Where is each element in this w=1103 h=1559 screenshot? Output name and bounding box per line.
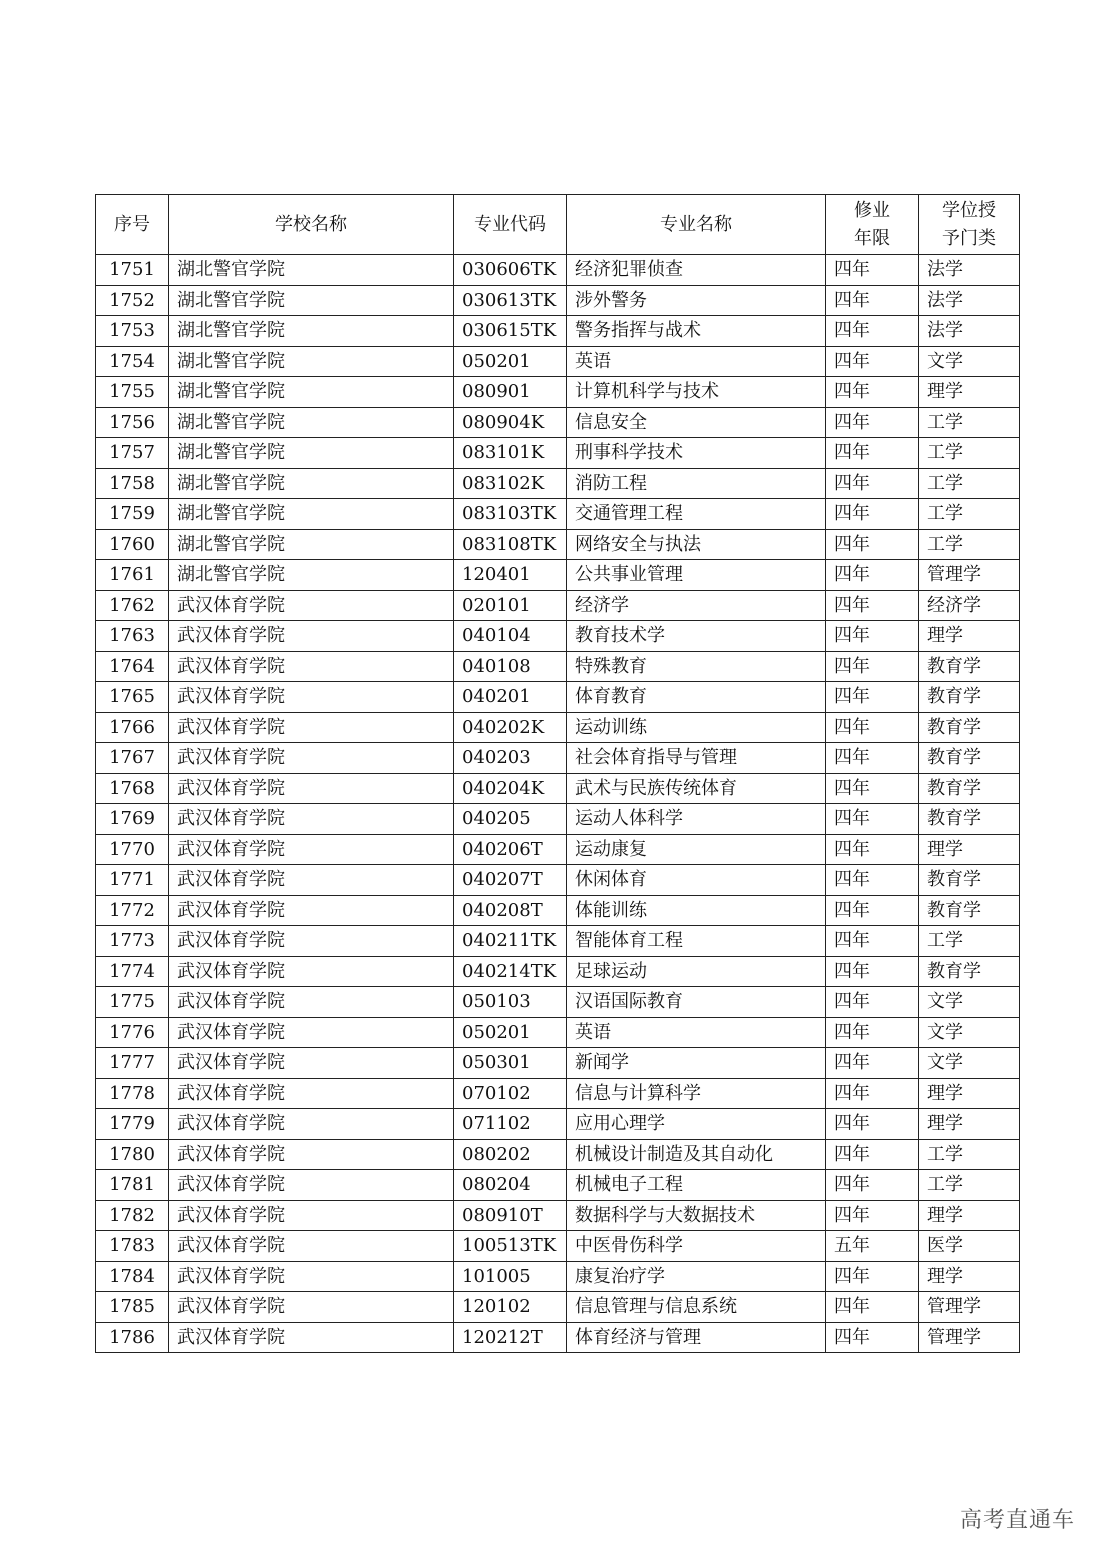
cell-school: 武汉体育学院 [169, 1261, 454, 1292]
cell-degree: 法学 [919, 316, 1020, 347]
cell-seq: 1767 [96, 743, 169, 774]
cell-degree: 文学 [919, 987, 1020, 1018]
header-row [96, 195, 1020, 255]
cell-seq: 1764 [96, 651, 169, 682]
cell-major: 经济学 [567, 590, 826, 621]
cell-school: 武汉体育学院 [169, 956, 454, 987]
cell-degree: 教育学 [919, 865, 1020, 896]
cell-years: 四年 [826, 712, 919, 743]
cell-seq: 1759 [96, 499, 169, 530]
cell-seq: 1768 [96, 773, 169, 804]
cell-major: 运动人体科学 [567, 804, 826, 835]
cell-code: 040203 [454, 743, 567, 774]
cell-degree: 理学 [919, 1261, 1020, 1292]
cell-major: 警务指挥与战术 [567, 316, 826, 347]
header-years [826, 195, 919, 255]
cell-years: 四年 [826, 1109, 919, 1140]
cell-degree: 法学 [919, 285, 1020, 316]
cell-school: 武汉体育学院 [169, 1170, 454, 1201]
cell-degree: 工学 [919, 499, 1020, 530]
table-row [96, 1261, 1020, 1292]
cell-code: 030615TK [454, 316, 567, 347]
header-seq: 序号 [96, 195, 169, 255]
cell-code: 120102 [454, 1292, 567, 1323]
cell-seq: 1777 [96, 1048, 169, 1079]
cell-seq: 1762 [96, 590, 169, 621]
cell-degree: 工学 [919, 1170, 1020, 1201]
cell-years: 四年 [826, 590, 919, 621]
cell-major: 数据科学与大数据技术 [567, 1200, 826, 1231]
cell-major: 中医骨伤科学 [567, 1231, 826, 1262]
cell-seq: 1769 [96, 804, 169, 835]
cell-code: 080901 [454, 377, 567, 408]
cell-code: 071102 [454, 1109, 567, 1140]
cell-major: 计算机科学与技术 [567, 377, 826, 408]
cell-seq: 1771 [96, 865, 169, 896]
table-row [96, 1292, 1020, 1323]
table-row [96, 1139, 1020, 1170]
table-row [96, 682, 1020, 713]
cell-seq: 1760 [96, 529, 169, 560]
cell-major: 智能体育工程 [567, 926, 826, 957]
cell-code: 101005 [454, 1261, 567, 1292]
cell-degree: 文学 [919, 1017, 1020, 1048]
cell-code: 083103TK [454, 499, 567, 530]
cell-school: 武汉体育学院 [169, 1078, 454, 1109]
cell-seq: 1782 [96, 1200, 169, 1231]
table-row [96, 529, 1020, 560]
cell-school: 武汉体育学院 [169, 1231, 454, 1262]
cell-years: 四年 [826, 804, 919, 835]
cell-years: 四年 [826, 926, 919, 957]
cell-degree: 理学 [919, 377, 1020, 408]
cell-major: 信息与计算科学 [567, 1078, 826, 1109]
cell-code: 020101 [454, 590, 567, 621]
cell-years: 四年 [826, 773, 919, 804]
cell-major: 休闲体育 [567, 865, 826, 896]
header-major: 专业名称 [567, 195, 826, 255]
cell-major: 康复治疗学 [567, 1261, 826, 1292]
cell-code: 040201 [454, 682, 567, 713]
cell-years: 四年 [826, 651, 919, 682]
cell-code: 050201 [454, 1017, 567, 1048]
cell-school: 湖北警官学院 [169, 499, 454, 530]
cell-major: 经济犯罪侦查 [567, 255, 826, 286]
cell-years: 四年 [826, 468, 919, 499]
cell-degree: 管理学 [919, 1292, 1020, 1323]
cell-school: 湖北警官学院 [169, 285, 454, 316]
cell-seq: 1756 [96, 407, 169, 438]
cell-degree: 管理学 [919, 1322, 1020, 1353]
cell-degree: 教育学 [919, 682, 1020, 713]
cell-degree: 工学 [919, 438, 1020, 469]
cell-school: 湖北警官学院 [169, 316, 454, 347]
header-code: 专业代码 [454, 195, 567, 255]
cell-school: 湖北警官学院 [169, 255, 454, 286]
cell-seq: 1753 [96, 316, 169, 347]
cell-school: 湖北警官学院 [169, 438, 454, 469]
cell-major: 武术与民族传统体育 [567, 773, 826, 804]
table-row [96, 926, 1020, 957]
cell-degree: 经济学 [919, 590, 1020, 621]
cell-school: 武汉体育学院 [169, 1017, 454, 1048]
cell-seq: 1781 [96, 1170, 169, 1201]
header-degree-line1: 学位授 [942, 199, 996, 221]
cell-major: 教育技术学 [567, 621, 826, 652]
cell-degree: 理学 [919, 1078, 1020, 1109]
cell-code: 040211TK [454, 926, 567, 957]
table-row [96, 255, 1020, 286]
table-row [96, 1048, 1020, 1079]
cell-school: 武汉体育学院 [169, 590, 454, 621]
cell-code: 040204K [454, 773, 567, 804]
cell-years: 四年 [826, 682, 919, 713]
cell-years: 四年 [826, 346, 919, 377]
table-row [96, 1078, 1020, 1109]
cell-degree: 工学 [919, 468, 1020, 499]
cell-seq: 1778 [96, 1078, 169, 1109]
cell-degree: 工学 [919, 407, 1020, 438]
table-row [96, 1170, 1020, 1201]
cell-code: 030613TK [454, 285, 567, 316]
cell-major: 涉外警务 [567, 285, 826, 316]
table-row [96, 377, 1020, 408]
cell-school: 湖北警官学院 [169, 346, 454, 377]
cell-code: 040208T [454, 895, 567, 926]
cell-degree: 教育学 [919, 804, 1020, 835]
cell-years: 四年 [826, 560, 919, 591]
cell-major: 机械电子工程 [567, 1170, 826, 1201]
table-row [96, 560, 1020, 591]
cell-school: 武汉体育学院 [169, 621, 454, 652]
cell-code: 050103 [454, 987, 567, 1018]
cell-school: 武汉体育学院 [169, 987, 454, 1018]
cell-school: 武汉体育学院 [169, 1048, 454, 1079]
cell-years: 四年 [826, 1139, 919, 1170]
table-row [96, 407, 1020, 438]
table-row [96, 956, 1020, 987]
cell-degree: 理学 [919, 621, 1020, 652]
table-row [96, 1017, 1020, 1048]
cell-years: 五年 [826, 1231, 919, 1262]
cell-major: 消防工程 [567, 468, 826, 499]
cell-years: 四年 [826, 1261, 919, 1292]
table-row [96, 438, 1020, 469]
cell-seq: 1751 [96, 255, 169, 286]
cell-code: 080202 [454, 1139, 567, 1170]
table-row [96, 712, 1020, 743]
cell-major: 公共事业管理 [567, 560, 826, 591]
cell-seq: 1774 [96, 956, 169, 987]
table-header [96, 195, 1020, 255]
cell-seq: 1757 [96, 438, 169, 469]
cell-years: 四年 [826, 865, 919, 896]
cell-code: 080910T [454, 1200, 567, 1231]
cell-degree: 法学 [919, 255, 1020, 286]
cell-seq: 1761 [96, 560, 169, 591]
cell-code: 040205 [454, 804, 567, 835]
table-row [96, 773, 1020, 804]
cell-major: 信息安全 [567, 407, 826, 438]
cell-years: 四年 [826, 1292, 919, 1323]
cell-major: 特殊教育 [567, 651, 826, 682]
cell-seq: 1770 [96, 834, 169, 865]
cell-school: 湖北警官学院 [169, 529, 454, 560]
cell-code: 070102 [454, 1078, 567, 1109]
cell-major: 运动康复 [567, 834, 826, 865]
cell-code: 100513TK [454, 1231, 567, 1262]
cell-degree: 文学 [919, 1048, 1020, 1079]
cell-years: 四年 [826, 377, 919, 408]
cell-degree: 理学 [919, 1109, 1020, 1140]
cell-school: 湖北警官学院 [169, 560, 454, 591]
cell-school: 武汉体育学院 [169, 1292, 454, 1323]
header-years-line2: 年限 [854, 227, 890, 249]
table-row [96, 834, 1020, 865]
cell-years: 四年 [826, 895, 919, 926]
table-row [96, 285, 1020, 316]
cell-seq: 1773 [96, 926, 169, 957]
cell-code: 083108TK [454, 529, 567, 560]
cell-school: 武汉体育学院 [169, 804, 454, 835]
cell-school: 武汉体育学院 [169, 895, 454, 926]
cell-major: 英语 [567, 346, 826, 377]
cell-degree: 教育学 [919, 743, 1020, 774]
cell-degree: 教育学 [919, 651, 1020, 682]
cell-school: 武汉体育学院 [169, 682, 454, 713]
cell-code: 040108 [454, 651, 567, 682]
cell-years: 四年 [826, 834, 919, 865]
cell-code: 040207T [454, 865, 567, 896]
cell-seq: 1765 [96, 682, 169, 713]
cell-major: 汉语国际教育 [567, 987, 826, 1018]
table-row [96, 865, 1020, 896]
cell-years: 四年 [826, 1170, 919, 1201]
majors-table [95, 194, 1020, 1353]
cell-years: 四年 [826, 1322, 919, 1353]
cell-years: 四年 [826, 285, 919, 316]
cell-school: 武汉体育学院 [169, 773, 454, 804]
cell-years: 四年 [826, 743, 919, 774]
cell-years: 四年 [826, 529, 919, 560]
cell-degree: 文学 [919, 346, 1020, 377]
cell-seq: 1766 [96, 712, 169, 743]
cell-seq: 1776 [96, 1017, 169, 1048]
header-years-line1: 修业 [854, 199, 890, 221]
cell-major: 社会体育指导与管理 [567, 743, 826, 774]
cell-degree: 工学 [919, 529, 1020, 560]
cell-code: 080904K [454, 407, 567, 438]
cell-school: 武汉体育学院 [169, 865, 454, 896]
cell-code: 080204 [454, 1170, 567, 1201]
cell-school: 武汉体育学院 [169, 1139, 454, 1170]
cell-seq: 1780 [96, 1139, 169, 1170]
cell-school: 湖北警官学院 [169, 377, 454, 408]
cell-school: 湖北警官学院 [169, 468, 454, 499]
table-row [96, 1200, 1020, 1231]
cell-years: 四年 [826, 956, 919, 987]
cell-seq: 1783 [96, 1231, 169, 1262]
table-row [96, 621, 1020, 652]
table-body [96, 255, 1020, 1353]
header-degree-line2: 予门类 [942, 227, 996, 249]
table-row [96, 1322, 1020, 1353]
header-degree [919, 195, 1020, 255]
table-row [96, 895, 1020, 926]
cell-school: 湖北警官学院 [169, 407, 454, 438]
cell-degree: 理学 [919, 1200, 1020, 1231]
cell-code: 040104 [454, 621, 567, 652]
cell-major: 体能训练 [567, 895, 826, 926]
cell-major: 网络安全与执法 [567, 529, 826, 560]
cell-years: 四年 [826, 316, 919, 347]
table-row [96, 499, 1020, 530]
cell-years: 四年 [826, 1017, 919, 1048]
cell-seq: 1785 [96, 1292, 169, 1323]
cell-seq: 1779 [96, 1109, 169, 1140]
cell-degree: 教育学 [919, 712, 1020, 743]
cell-years: 四年 [826, 1048, 919, 1079]
table-row [96, 987, 1020, 1018]
cell-seq: 1763 [96, 621, 169, 652]
cell-degree: 医学 [919, 1231, 1020, 1262]
cell-major: 体育教育 [567, 682, 826, 713]
cell-major: 应用心理学 [567, 1109, 826, 1140]
cell-seq: 1784 [96, 1261, 169, 1292]
cell-seq: 1758 [96, 468, 169, 499]
cell-degree: 教育学 [919, 956, 1020, 987]
cell-degree: 管理学 [919, 560, 1020, 591]
table-row [96, 316, 1020, 347]
table-row [96, 743, 1020, 774]
cell-code: 120212T [454, 1322, 567, 1353]
cell-seq: 1752 [96, 285, 169, 316]
cell-school: 武汉体育学院 [169, 743, 454, 774]
cell-years: 四年 [826, 407, 919, 438]
cell-code: 050301 [454, 1048, 567, 1079]
table-row [96, 804, 1020, 835]
cell-school: 武汉体育学院 [169, 834, 454, 865]
cell-years: 四年 [826, 255, 919, 286]
cell-seq: 1754 [96, 346, 169, 377]
watermark: 高考直通车 [959, 1508, 1075, 1533]
cell-years: 四年 [826, 987, 919, 1018]
cell-degree: 教育学 [919, 895, 1020, 926]
table-row [96, 1231, 1020, 1262]
cell-years: 四年 [826, 499, 919, 530]
cell-years: 四年 [826, 1200, 919, 1231]
cell-years: 四年 [826, 438, 919, 469]
cell-degree: 教育学 [919, 773, 1020, 804]
cell-degree: 理学 [919, 834, 1020, 865]
cell-seq: 1755 [96, 377, 169, 408]
cell-degree: 工学 [919, 1139, 1020, 1170]
cell-major: 体育经济与管理 [567, 1322, 826, 1353]
table-row [96, 651, 1020, 682]
cell-major: 英语 [567, 1017, 826, 1048]
cell-code: 120401 [454, 560, 567, 591]
cell-seq: 1775 [96, 987, 169, 1018]
cell-major: 信息管理与信息系统 [567, 1292, 826, 1323]
cell-seq: 1786 [96, 1322, 169, 1353]
cell-years: 四年 [826, 621, 919, 652]
cell-years: 四年 [826, 1078, 919, 1109]
cell-major: 机械设计制造及其自动化 [567, 1139, 826, 1170]
cell-code: 083102K [454, 468, 567, 499]
cell-code: 083101K [454, 438, 567, 469]
cell-major: 运动训练 [567, 712, 826, 743]
cell-school: 武汉体育学院 [169, 651, 454, 682]
cell-major: 刑事科学技术 [567, 438, 826, 469]
cell-code: 040214TK [454, 956, 567, 987]
cell-school: 武汉体育学院 [169, 1109, 454, 1140]
table-row [96, 1109, 1020, 1140]
cell-code: 040202K [454, 712, 567, 743]
cell-code: 050201 [454, 346, 567, 377]
cell-major: 新闻学 [567, 1048, 826, 1079]
cell-school: 武汉体育学院 [169, 926, 454, 957]
table-row [96, 590, 1020, 621]
cell-seq: 1772 [96, 895, 169, 926]
cell-school: 武汉体育学院 [169, 712, 454, 743]
cell-school: 武汉体育学院 [169, 1322, 454, 1353]
cell-major: 交通管理工程 [567, 499, 826, 530]
table-row [96, 468, 1020, 499]
cell-code: 030606TK [454, 255, 567, 286]
cell-code: 040206T [454, 834, 567, 865]
header-school: 学校名称 [169, 195, 454, 255]
cell-major: 足球运动 [567, 956, 826, 987]
cell-school: 武汉体育学院 [169, 1200, 454, 1231]
table-row [96, 346, 1020, 377]
cell-degree: 工学 [919, 926, 1020, 957]
